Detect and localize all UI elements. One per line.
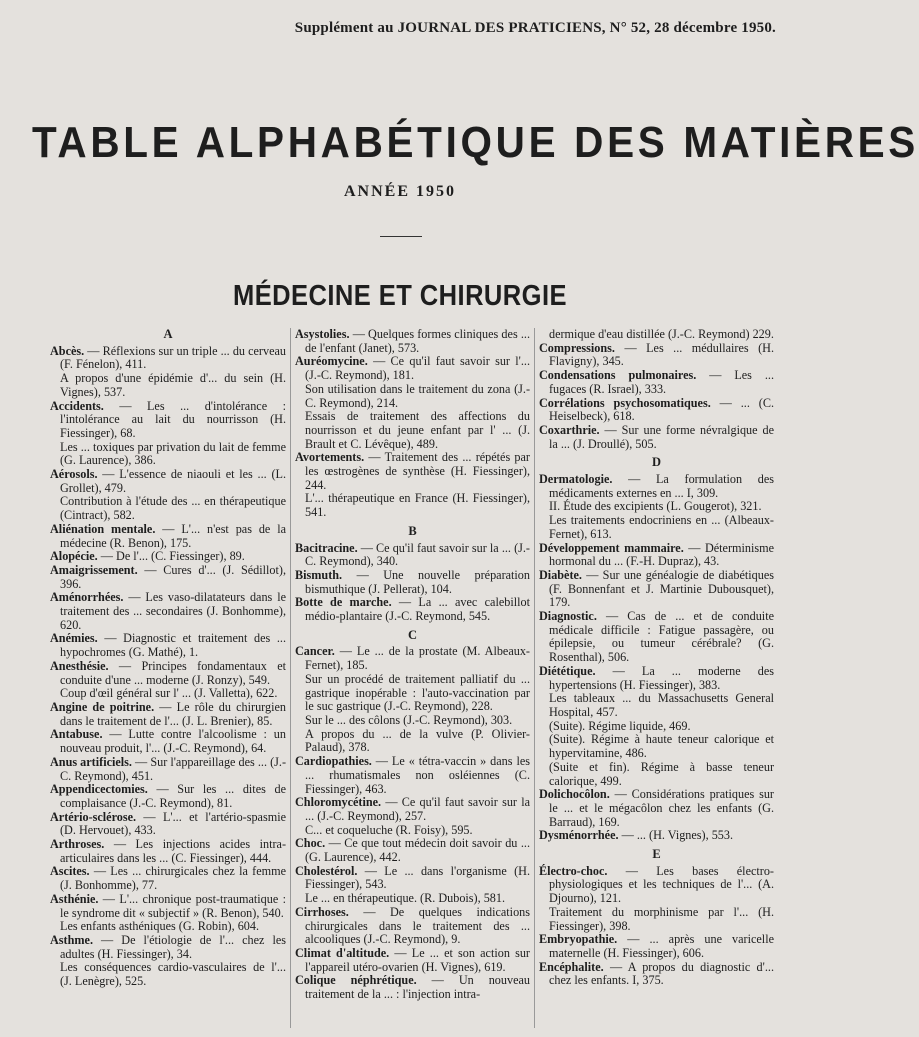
entry-text: Le ... en thérapeutique. (R. Dubois), 581. xyxy=(305,891,506,906)
index-entry xyxy=(539,961,774,988)
entry-text: — Sur l'appareillage des ... (J.-C. Reymond), 451. xyxy=(60,754,287,783)
entry-text: — Le ... de la prostate (M. Albeaux-Fernet), 185. xyxy=(305,644,530,673)
index-entry xyxy=(50,865,286,892)
entry-heading: Asystolies. xyxy=(295,327,350,341)
entry-heading: Chloromycétine. xyxy=(295,795,382,810)
index-entry xyxy=(295,974,530,1001)
index-subentry xyxy=(539,514,774,541)
entry-text: — De l'étiologie de l'... chez les adultes (H. Fiessinger), 34. xyxy=(60,932,286,961)
index-entry xyxy=(539,788,774,829)
index-subentry xyxy=(295,824,530,838)
index-entry xyxy=(295,542,530,569)
entry-heading: Auréomycine. xyxy=(295,354,368,369)
entry-text: — Les ... médullaires (H. Flavigny), 345. xyxy=(549,340,774,369)
entry-text: (Suite et fin). Régime à basse teneur calorique, 499. xyxy=(549,759,774,788)
entry-text: — Les ... d'intolérance : l'intolérance au lait du nourrisson (H. Fiessinger), 68. xyxy=(60,398,286,440)
index-column-1 xyxy=(46,328,290,1028)
index-entry xyxy=(295,755,530,796)
entry-text: — Le rôle du chirurgien dans le traitement de l'... (J. L. Brenier), 85. xyxy=(60,699,287,728)
entry-text: — Diagnostic et traitement des ... hypochromes (G. Mathé), 1. xyxy=(60,631,286,660)
index-entry xyxy=(50,523,286,550)
index-entry xyxy=(295,796,530,823)
entry-text: — Lutte contre l'alcoolisme : un nouveau produit, l'... (J.-C. Reymond), 64. xyxy=(60,727,286,756)
entry-heading: Corrélations psychosomatiques. xyxy=(539,395,711,410)
entry-heading: Arthroses. xyxy=(50,837,105,852)
index-entry xyxy=(50,811,286,838)
divider-rule xyxy=(380,236,422,237)
index-subentry xyxy=(539,692,774,719)
entry-text: Coup d'œil général sur l' ... (J. Valletta), 622. xyxy=(60,686,278,701)
index-entry xyxy=(539,542,774,569)
section-title: MÉDECINE ET CHIRURGIE xyxy=(233,280,567,312)
index-subentry xyxy=(295,383,530,410)
index-subentry xyxy=(50,687,286,701)
entry-heading: Dolichocôlon. xyxy=(539,787,610,802)
entry-text: — Le « tétra-vaccin » dans les ... rhumatismales non osléiennes (C. Fiessinger), 463. xyxy=(305,754,530,796)
entry-text: — Les injections acides intra-articulaires dans les ... (C. Fiessinger), 444. xyxy=(60,837,286,865)
entry-heading: Dermatologie. xyxy=(539,472,613,487)
entry-text: Les conséquences cardio-vasculaires de l'... (J. Lenègre), 525. xyxy=(60,960,286,989)
entry-heading: Colique néphrétique. xyxy=(295,973,417,988)
index-column-3 xyxy=(534,328,778,1028)
index-entry xyxy=(295,865,530,892)
entry-text: — La ... moderne des hypertensions (H. Fiessinger), 383. xyxy=(549,663,774,692)
entry-text: — Cas de ... et de conduite médicale difficile : Fatigue passagère, ou épilepsie, ou tumeur cérébrale? (G. Rosenthal), 506. xyxy=(549,609,774,665)
supplement-header: Supplément au JOURNAL DES PRATICIENS, N° 52, 28 décembre 1950. xyxy=(294,20,776,36)
entry-text: — Cures d'... (J. Sédillot), 396. xyxy=(60,562,286,591)
entry-text: dermique d'eau distillée (J.-C. Reymond) 229. xyxy=(549,327,774,341)
letter-heading: D xyxy=(651,455,662,470)
index-entry xyxy=(50,756,286,783)
index-subentry xyxy=(50,961,286,988)
entry-text: — Ce qu'il faut savoir sur la ... (J.-C. Reymond), 257. xyxy=(305,795,530,823)
index-entry xyxy=(539,397,774,424)
entry-heading: Coxarthrie. xyxy=(539,422,600,437)
index-entry xyxy=(50,550,286,564)
index-subentry xyxy=(539,500,774,514)
entry-text: A propos d'une épidémie d'... du sein (H. Vignes), 537. xyxy=(60,371,286,399)
entry-text: — Les ... fugaces (R. Israel), 333. xyxy=(549,368,774,396)
entry-heading: Embryopathie. xyxy=(539,932,618,947)
entry-heading: Cancer. xyxy=(295,644,335,659)
entry-heading: Bacitracine. xyxy=(295,540,358,555)
entry-heading: Cirrhoses. xyxy=(295,904,349,919)
entry-heading: Diagnostic. xyxy=(539,609,597,624)
index-entry xyxy=(539,424,774,451)
entry-heading: Aliénation mentale. xyxy=(50,521,156,536)
entry-text: Contribution à l'étude des ... en thérapeutique (Cintract), 582. xyxy=(60,494,286,523)
index-entry xyxy=(539,369,774,396)
index-entry xyxy=(50,400,286,441)
entry-text: — Les ... chirurgicales chez la femme (J. Bonhomme), 77. xyxy=(60,864,286,893)
entry-text: — Principes fondamentaux et conduite d'une ... moderne (J. Ronzy), 549. xyxy=(60,658,286,687)
entry-heading: Aménorrhées. xyxy=(50,590,124,605)
letter-heading: E xyxy=(652,847,661,862)
entry-text: — Une nouvelle préparation bismuthique (J. Pellerat), 104. xyxy=(305,567,530,596)
entry-heading: Choc. xyxy=(295,836,326,851)
index-entry xyxy=(295,451,530,492)
index-entry xyxy=(539,473,774,500)
entry-heading: Botte de marche. xyxy=(295,595,392,610)
entry-heading: Anémies. xyxy=(50,631,98,646)
entry-text: (Suite). Régime à haute teneur calorique et hypervitamine, 486. xyxy=(549,732,774,761)
page-title: TABLE ALPHABÉTIQUE DES MATIÈRES xyxy=(32,118,919,167)
index-entry xyxy=(295,906,530,947)
index-subentry xyxy=(295,892,530,906)
entry-text: Les traitements endocriniens en ... (Albeaux-Fernet), 613. xyxy=(549,513,774,541)
index-entry xyxy=(50,838,286,865)
index-entry xyxy=(539,665,774,692)
index-columns xyxy=(46,328,780,1028)
index-entry xyxy=(50,893,286,920)
entry-text: A propos du ... de la vulve (P. Olivier-Palaud), 378. xyxy=(305,726,530,755)
index-entry xyxy=(50,468,286,495)
entry-text: L'... thérapeutique en France (H. Fiessinger), 541. xyxy=(305,491,530,520)
entry-text: — L'... n'est pas de la médecine (R. Benon), 175. xyxy=(60,521,286,550)
index-subentry xyxy=(539,906,774,933)
entry-text: — L'... et l'artério-spasmie (D. Hervouet), 433. xyxy=(60,809,286,838)
entry-text: — L'... chronique post-traumatique : le syndrome dit « subjectif » (R. Benon), 540. xyxy=(60,891,286,920)
entry-heading: Accidents. xyxy=(50,398,104,413)
entry-heading: Ascites. xyxy=(50,864,90,879)
entry-heading: Encéphalite. xyxy=(539,959,604,974)
entry-text: — ... après une varicelle maternelle (H. Fiessinger), 606. xyxy=(549,932,774,960)
entry-text: — ... (H. Vignes), 553. xyxy=(618,828,734,843)
entry-text: — A propos du diagnostic d'... chez les enfants. I, 375. xyxy=(549,959,774,988)
entry-heading: Climat d'altitude. xyxy=(295,945,390,960)
index-entry xyxy=(50,701,286,728)
entry-text: — Le ... dans l'organisme (H. Fiessinger), 543. xyxy=(305,863,530,892)
index-subentry xyxy=(539,720,774,734)
entry-text: — ... (C. Heiselbeck), 618. xyxy=(549,395,775,424)
index-entry xyxy=(295,947,530,974)
index-subentry xyxy=(295,673,530,714)
entry-text: II. Étude des excipients (L. Gougerot), 321. xyxy=(549,499,762,514)
index-subentry xyxy=(50,441,286,468)
index-column-2 xyxy=(290,328,534,1028)
index-entry xyxy=(295,355,530,382)
entry-heading: Dysménorrhée. xyxy=(539,828,619,843)
entry-heading: Cardiopathies. xyxy=(295,754,372,769)
index-subentry xyxy=(50,495,286,522)
entry-heading: Électro-choc. xyxy=(539,863,608,878)
index-entry xyxy=(539,865,774,906)
entry-heading: Aérosols. xyxy=(50,467,98,482)
entry-text: — Un nouveau traitement de la ... : l'injection intra- xyxy=(305,973,531,1002)
entry-heading: Artério-sclérose. xyxy=(50,809,137,824)
entry-heading: Développement mammaire. xyxy=(539,540,684,555)
index-entry xyxy=(295,837,530,864)
entry-heading: Diabète. xyxy=(539,567,582,582)
entry-text: — Considérations pratiques sur le ... et le mégacôlon chez les enfants (G. Barraud), 169. xyxy=(549,787,774,829)
index-entry xyxy=(295,328,530,355)
index-subentry xyxy=(295,728,530,755)
entry-text: Les tableaux ... du Massachusetts General Hospital, 457. xyxy=(549,691,774,719)
index-subentry xyxy=(539,761,774,788)
entry-text: — Quelques formes cliniques des ... de l'enfant (Janet), 573. xyxy=(305,327,530,355)
index-entry xyxy=(539,569,774,610)
entry-text: — De l'... (C. Fiessinger), 89. xyxy=(97,549,245,564)
entry-heading: Diététique. xyxy=(539,663,596,678)
entry-heading: Anesthésie. xyxy=(50,658,109,673)
index-entry xyxy=(50,564,286,591)
index-subentry xyxy=(50,920,286,934)
entry-text: — L'essence de niaouli et les ... (L. Grollet), 479. xyxy=(60,467,286,495)
entry-text: — Ce que tout médecin doit savoir du ... (G. Laurence), 442. xyxy=(305,836,530,865)
letter-heading: C xyxy=(407,627,418,642)
index-entry xyxy=(50,591,286,632)
entry-text: — Ce qu'il faut savoir sur l'... (J.-C. Reymond), 181. xyxy=(305,354,530,383)
entry-text: — Traitement des ... répétés par les œstrogènes de synthèse (H. Fiessinger), 244. xyxy=(305,450,530,492)
entry-heading: Abcès. xyxy=(50,343,85,358)
entry-heading: Amaigrissement. xyxy=(50,562,138,577)
index-entry xyxy=(539,610,774,665)
entry-text: — Les vaso-dilatateurs dans le traitement des ... secondaires (J. Bonhomme), 620. xyxy=(60,590,286,632)
entry-text: — De quelques indications chirurgicales dans le traitement des ... alcooliques (J.-C. Reymond), 9. xyxy=(305,904,530,947)
entry-text: — La formulation des médicaments externes en ... I, 309. xyxy=(549,472,774,500)
index-subentry xyxy=(295,410,530,451)
entry-text: Traitement du morphinisme par l'... (H. Fiessinger), 398. xyxy=(549,904,774,933)
entry-heading: Cholestérol. xyxy=(295,863,358,878)
entry-heading: Compressions. xyxy=(539,340,615,355)
entry-text: Les ... toxiques par privation du lait de femme (G. Laurence), 386. xyxy=(60,439,286,468)
entry-text: (Suite). Régime liquide, 469. xyxy=(549,718,691,733)
index-subentry xyxy=(50,372,286,399)
entry-text: Sur un procédé de traitement palliatif du ... gastrique inopérable : l'auto-vaccination par le suc gastrique (J.-C. Reymond), 228. xyxy=(305,671,530,714)
letter-heading: A xyxy=(163,327,173,341)
index-entry xyxy=(539,829,774,843)
entry-text: — Réflexions sur un triple ... du cerveau (F. Fénelon), 411. xyxy=(60,343,286,372)
index-entry xyxy=(50,632,286,659)
entry-heading: Condensations pulmonaires. xyxy=(539,368,697,383)
entry-heading: Asthme. xyxy=(50,932,93,947)
index-entry xyxy=(50,783,286,810)
index-entry xyxy=(539,933,774,960)
index-entry xyxy=(50,660,286,687)
index-subentry xyxy=(295,714,530,728)
entry-heading: Angine de poitrine. xyxy=(50,699,155,714)
letter-heading: B xyxy=(408,523,417,538)
entry-heading: Antabuse. xyxy=(50,727,103,742)
index-subentry xyxy=(539,328,774,342)
index-entry xyxy=(539,342,774,369)
entry-text: — Ce qu'il faut savoir sur la ... (J.-C. Reymond), 340. xyxy=(305,540,530,569)
entry-text: — Le ... et son action sur l'appareil utéro-ovarien (H. Vignes), 619. xyxy=(305,945,530,974)
entry-heading: Alopécie. xyxy=(50,549,98,564)
entry-text: C... et coqueluche (R. Foisy), 595. xyxy=(305,822,473,837)
entry-text: — Sur les ... dites de complaisance (J.-C. Reymond), 81. xyxy=(60,782,286,810)
entry-text: — Sur une forme névralgique de la ... (J. Droullé), 505. xyxy=(549,422,774,451)
entry-text: Son utilisation dans le traitement du zona (J.-C. Reymond), 214. xyxy=(305,381,530,410)
entry-text: Sur le ... des côlons (J.-C. Reymond), 303. xyxy=(305,712,513,727)
index-subentry xyxy=(295,492,530,519)
index-entry xyxy=(295,569,530,596)
index-entry xyxy=(50,934,286,961)
index-entry xyxy=(295,596,530,623)
entry-heading: Appendicectomies. xyxy=(50,782,148,797)
index-entry xyxy=(295,645,530,672)
index-entry xyxy=(50,345,286,372)
entry-heading: Anus artificiels. xyxy=(50,754,132,769)
entry-text: Les enfants asthéniques (G. Robin), 604. xyxy=(60,919,260,934)
entry-text: Essais de traitement des affections du nourrisson et du jeune enfant par l' ... (J. Brault et C. Lévêque), 489. xyxy=(305,409,530,451)
index-entry xyxy=(50,728,286,755)
index-subentry xyxy=(539,733,774,760)
year-subtitle: ANNÉE 1950 xyxy=(343,183,456,200)
entry-text: — Sur une généalogie de diabétiques (F. Bonnenfant et J. Martinie Dubousquet), 179. xyxy=(549,567,774,610)
entry-text: — Déterminisme hormonal du ... (F.-H. Dupraz), 43. xyxy=(549,540,775,569)
entry-heading: Avortements. xyxy=(295,450,365,465)
entry-text: — La ... avec calebillot médio-plantaire (J.-C. Reymond, 545. xyxy=(305,595,530,624)
entry-heading: Asthénie. xyxy=(50,891,99,906)
entry-heading: Bismuth. xyxy=(295,567,343,582)
entry-text: — Les bases électro-physiologiques et les techniques de l'... (A. Djourno), 121. xyxy=(549,863,774,906)
